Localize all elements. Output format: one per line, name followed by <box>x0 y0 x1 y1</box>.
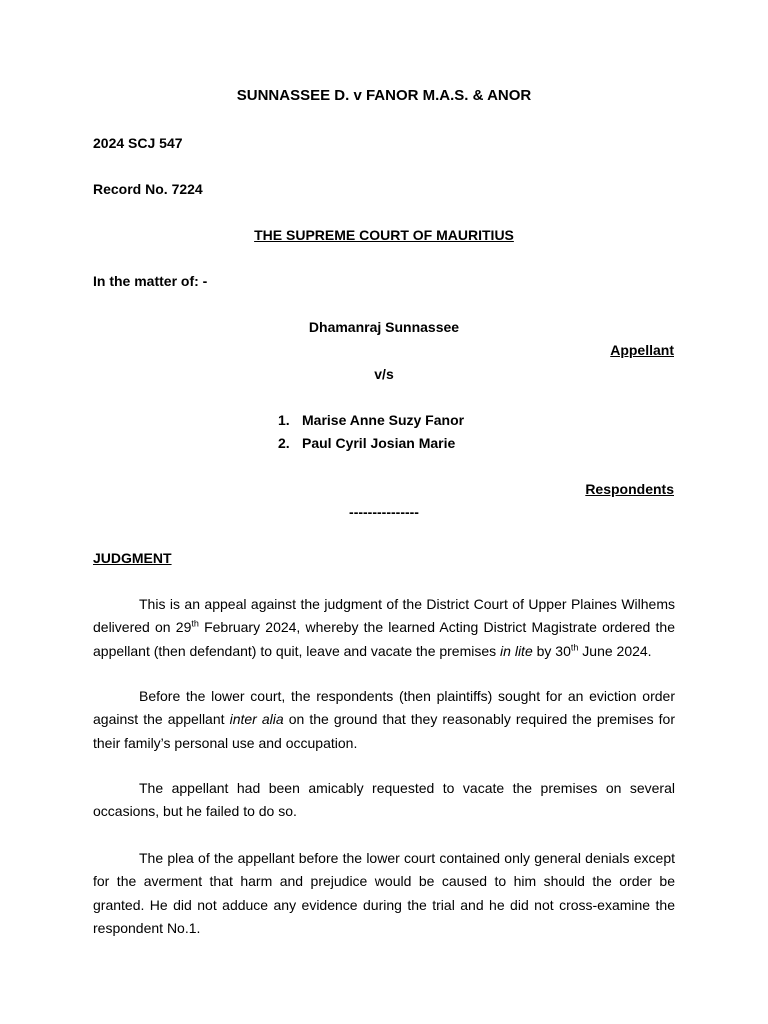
paragraph-4: The plea of the appellant before the lower court contained only general denials except for the averment that harm and prejudice would be caused to him should the order be granted. He did not adduce any evidence during the trial and he did not cross-examine the respondent No.1. <box>93 850 675 936</box>
respondent-1 <box>278 412 464 428</box>
judgment-heading: JUDGMENT <box>93 550 172 566</box>
paragraph-1-text-c: by 30 <box>532 642 571 659</box>
respondent-1-number: 1. <box>278 412 290 428</box>
citation: 2024 SCJ 547 <box>93 135 183 151</box>
paragraph-2-italic: inter alia <box>229 711 284 728</box>
paragraph-2-text-a: Before the lower court, the respondents (then plaintiffs) sought for an eviction order against the appellant <box>93 688 675 728</box>
paragraph-1-text-a: This is an appeal against the judgment of the District Court of Upper Plaines Wilhems delivered on 29 <box>93 596 675 636</box>
versus-label: v/s <box>374 366 394 382</box>
respondent-2 <box>278 435 455 451</box>
paragraph-1-text-d: June 2024. <box>578 642 652 659</box>
court-name: THE SUPREME COURT OF MAURITIUS <box>254 227 514 243</box>
paragraph-3: The appellant had been amicably requested to vacate the premises on several occasions, but he failed to do so. <box>93 780 675 820</box>
divider: --------------- <box>349 504 419 520</box>
respondent-1-name: Marise Anne Suzy Fanor <box>302 412 465 428</box>
matter-of-label: In the matter of: - <box>93 273 208 289</box>
paragraph-2 <box>93 685 675 755</box>
paragraph-1 <box>93 593 675 663</box>
paragraph-1-italic: in lite <box>500 642 533 659</box>
respondent-2-number: 2. <box>278 435 290 451</box>
record-number: Record No. 7224 <box>93 181 203 197</box>
appellant-name: Dhamanraj Sunnassee <box>308 319 460 335</box>
respondent-2-name: Paul Cyril Josian Marie <box>302 435 456 451</box>
paragraph-2-text-b: on the ground that they reasonably required the premises for their family’s personal use and occupation. <box>93 711 675 751</box>
paragraph-1-sup-1: th <box>191 618 199 629</box>
case-title: SUNNASSEE D. v FANOR M.A.S. & ANOR <box>236 87 532 104</box>
paragraph-1-sup-2: th <box>570 641 579 652</box>
paragraph-1-text-b: February 2024, whereby the learned Acting District Magistrate ordered the appellant (then defendant) to quit, leave and vacate the premises <box>93 619 675 659</box>
respondents-label: Respondents <box>585 481 674 497</box>
appellant-label: Appellant <box>610 342 674 358</box>
